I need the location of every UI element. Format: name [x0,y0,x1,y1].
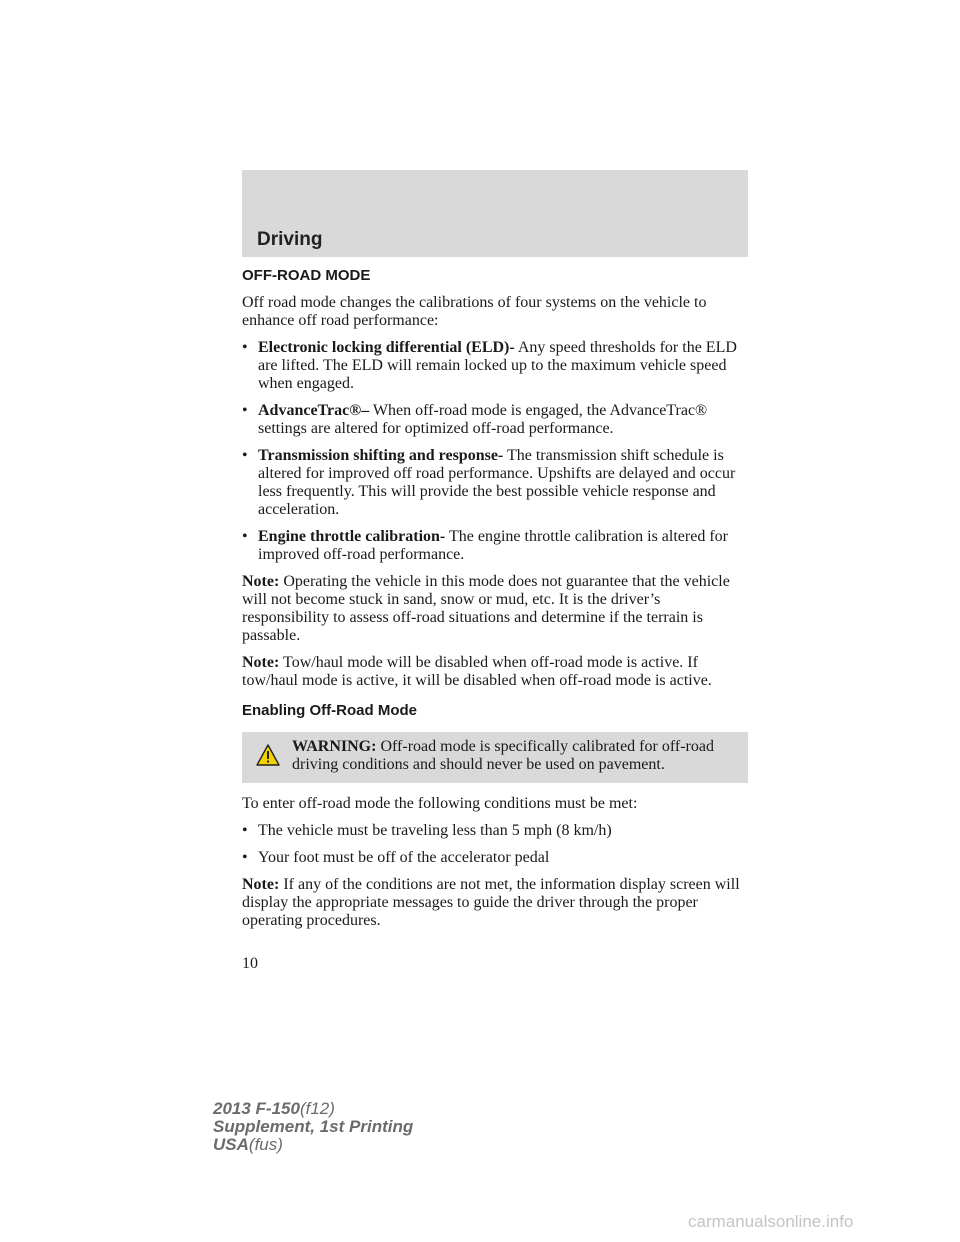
note-text: Tow/haul mode will be disabled when off-road mode is active. If tow/haul mode is active, it will be disabled when off-road mode is active. [242,654,712,689]
bullet-text: Any speed thresholds for the ELD are lifted. The ELD will remain locked up to the maximum vehicle speed when engaged. [258,339,737,392]
footer-model-line [213,1100,413,1118]
bullet-label: Transmission shifting and response- [258,447,504,464]
list-item [242,849,748,867]
condition-text: Your foot must be off of the accelerator pedal [258,849,550,866]
note-label: Note: [242,876,280,893]
note-label: Note: [242,654,280,671]
bullet-text: When off-road mode is engaged, the AdvanceTrac® settings are altered for optimized off-road performance. [258,402,708,437]
note-text: Operating the vehicle in this mode does not guarantee that the vehicle will not become stuck in sand, snow or mud, etc. It is the driver’s responsibility to assess off-road situations and determine if the terrain is passable. [242,573,730,644]
bullet-label: Electronic locking differential (ELD)- [258,339,515,356]
warning-triangle-icon [256,744,280,766]
site-watermark: carmanualsonline.info [688,1212,854,1231]
section-header-title: Driving [257,229,323,250]
footer-region-code: (fus) [248,1135,283,1154]
bullet-text: The transmission shift schedule is altered for improved off road performance. Upshifts are delayed and occur less frequently. This will provide the best possible vehicle response and acceleration. [258,447,736,518]
warning-text: Off-road mode is specifically calibrated for off-road driving conditions and should never be used on pavement. [292,738,714,773]
bullet-dot: • [242,822,248,839]
bullet-dot: • [242,528,248,545]
footer-model-code: (f12) [299,1099,335,1118]
note-label: Note: [242,573,280,590]
list-item [242,528,748,564]
bullet-label: AdvanceTrac®– [258,402,370,419]
bullet-label: Engine throttle calibration- [258,528,446,545]
conditions-intro: To enter off-road mode the following conditions must be met: [242,795,638,812]
bullet-dot: • [242,849,248,866]
print-footer [213,1100,413,1154]
page-number: 10 [242,955,258,972]
page-content [242,267,748,939]
bullet-dot: • [242,402,248,419]
bullet-dot: • [242,339,248,356]
list-item [242,339,748,393]
list-item [242,447,748,519]
list-item [242,402,748,438]
intro-paragraph: Off road mode changes the calibrations of four systems on the vehicle to enhance off road performance: [242,294,707,329]
warning-label: WARNING: [292,738,377,755]
footer-region-line [213,1136,413,1154]
note-paragraph [242,654,748,690]
section-heading: OFF-ROAD MODE [242,267,371,284]
section-header-band [242,170,748,257]
list-item [242,822,748,840]
note-paragraph [242,876,748,930]
footer-region: USA [213,1135,249,1154]
warning-box [242,732,748,783]
subsection-heading: Enabling Off-Road Mode [242,702,417,719]
bullet-text: The engine throttle calibration is altered for improved off-road performance. [258,528,728,563]
bullet-dot: • [242,447,248,464]
note-paragraph [242,573,748,645]
note-text: If any of the conditions are not met, the information display screen will display the appropriate messages to guide the driver through the proper operating procedures. [242,876,740,929]
footer-model: 2013 F-150 [213,1099,300,1118]
condition-text: The vehicle must be traveling less than 5 mph (8 km/h) [258,822,612,839]
footer-printing: Supplement, 1st Printing [213,1117,414,1136]
